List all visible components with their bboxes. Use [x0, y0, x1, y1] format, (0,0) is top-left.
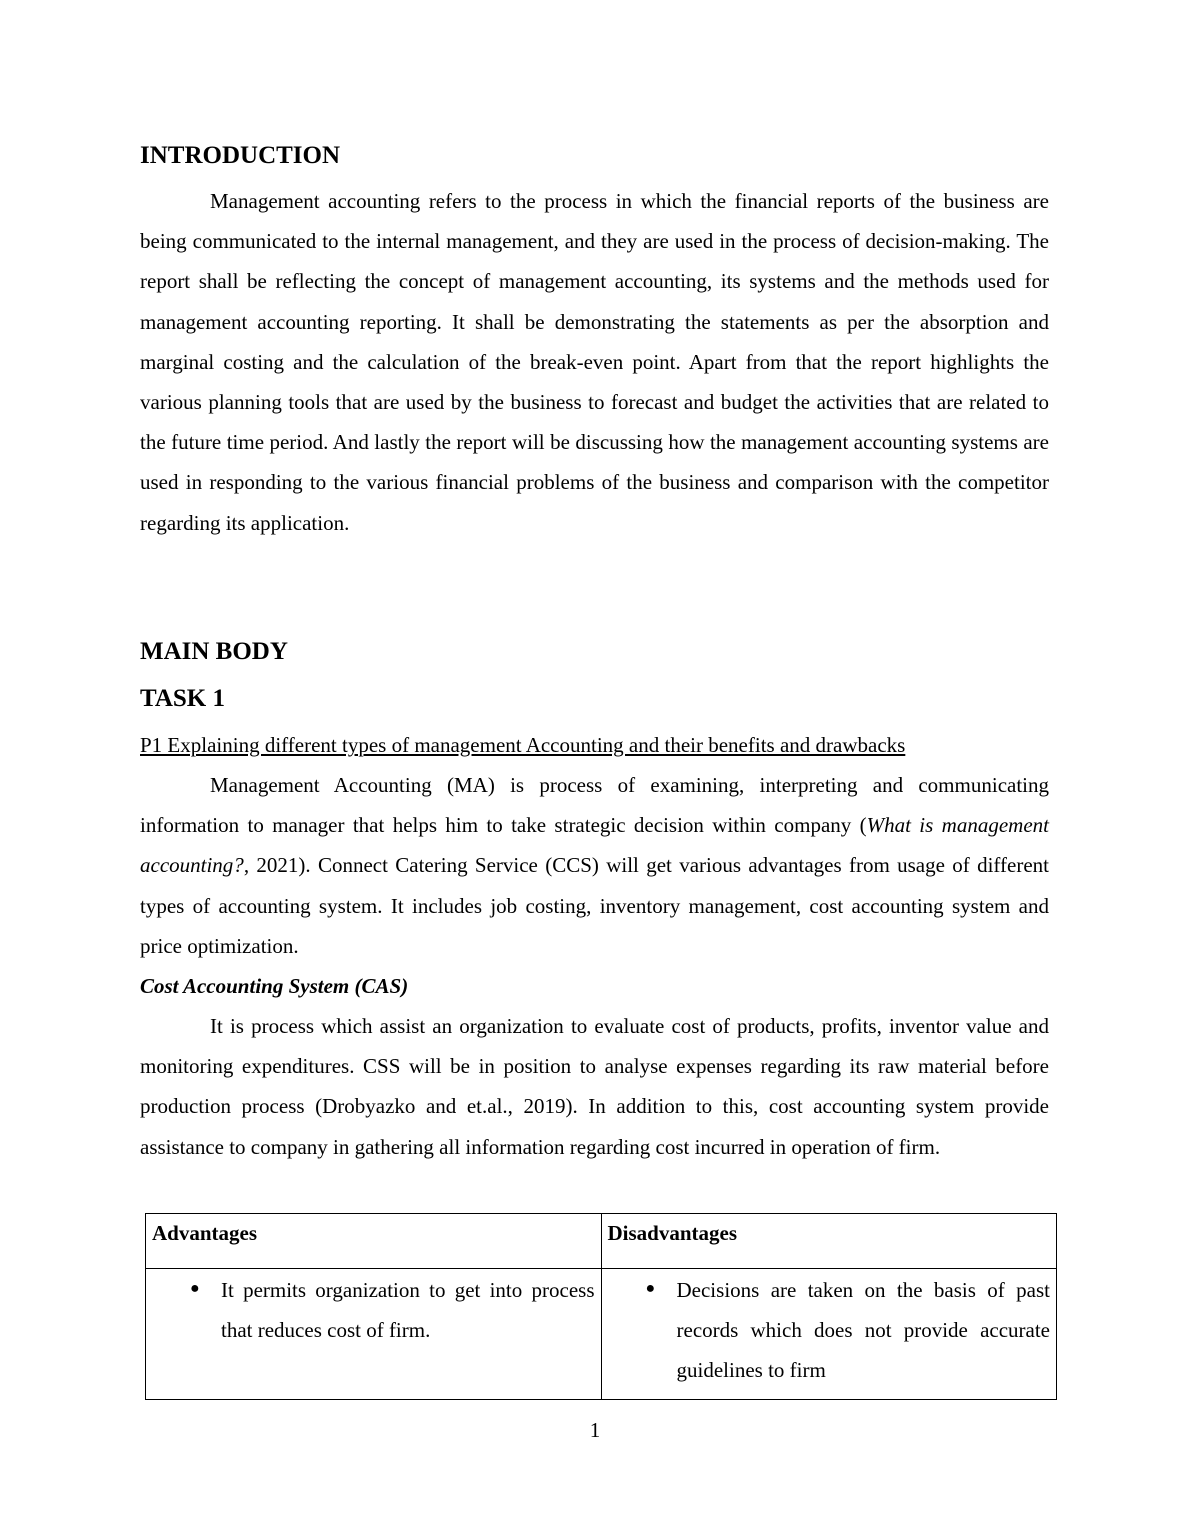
- list-item: [608, 1269, 1051, 1391]
- disadvantage-1-text: Decisions are taken on the basis of past records which does not provide accurate guidelines to firm: [676, 1278, 1050, 1383]
- page-number: 1: [589, 1418, 601, 1442]
- advantages-header: Advantages: [146, 1214, 602, 1269]
- main-body-heading: MAIN BODY: [140, 638, 288, 665]
- advantages-cell: [146, 1269, 602, 1400]
- cas-subheading: Cost Accounting System (CAS): [140, 974, 409, 998]
- advantage-1-text: It permits organization to get into process that reduces cost of firm.: [221, 1278, 595, 1343]
- management-accounting-paragraph: [140, 765, 1049, 966]
- introduction-heading: INTRODUCTION: [140, 142, 341, 169]
- disadvantages-list: [608, 1269, 1051, 1391]
- p1-subheading: P1 Explaining different types of management Accounting and their benefits and drawbacks: [140, 733, 906, 757]
- table-header-row: [146, 1214, 1057, 1269]
- advantages-list: [152, 1269, 595, 1350]
- bullet-icon: ●: [190, 1280, 200, 1297]
- table-row: [146, 1269, 1057, 1400]
- ma-para-start: Management Accounting (MA) is process of examining, interpreting and communicating information to manager that helps him to take strategic decision within company (: [140, 773, 1049, 838]
- bullet-icon: ●: [645, 1280, 656, 1297]
- advantages-disadvantages-table: [145, 1213, 1057, 1400]
- list-item: [152, 1269, 595, 1350]
- cas-paragraph: It is process which assist an organization to evaluate cost of products, profits, inventor value and monitoring expenditures. CSS will be in position to analyse expenses regarding its raw material before production process (Drobyazko and et.al., 2019). In addition to this, cost accounting system provide assistance to company in gathering all information regarding cost incurred in operation of firm.: [140, 1014, 1049, 1159]
- ma-para-end: , 2021). Connect Catering Service (CCS) will get various advantages from usage of different types of accounting system. It includes job costing, inventory management, cost accounting system and price optimization.: [140, 853, 1049, 958]
- task-1-heading: TASK 1: [140, 685, 225, 712]
- disadvantages-cell: [601, 1269, 1057, 1400]
- disadvantages-header: Disadvantages: [601, 1214, 1057, 1269]
- introduction-paragraph: Management accounting refers to the process in which the financial reports of the business are being communicated to the internal management, and they are used in the process of decision-making. The report shall be reflecting the concept of management accounting, its systems and the methods used for management accounting reporting. It shall be demonstrating the statements as per the absorption and marginal costing and the calculation of the break-even point. Apart from that the report highlights the various planning tools that are used by the business to forecast and budget the activities that are related to the future time period. And lastly the report will be discussing how the management accounting systems are used in responding to the various financial problems of the business and comparison with the competitor regarding its application.: [140, 189, 1049, 535]
- ma-citation: What is management accounting?: [140, 813, 1049, 878]
